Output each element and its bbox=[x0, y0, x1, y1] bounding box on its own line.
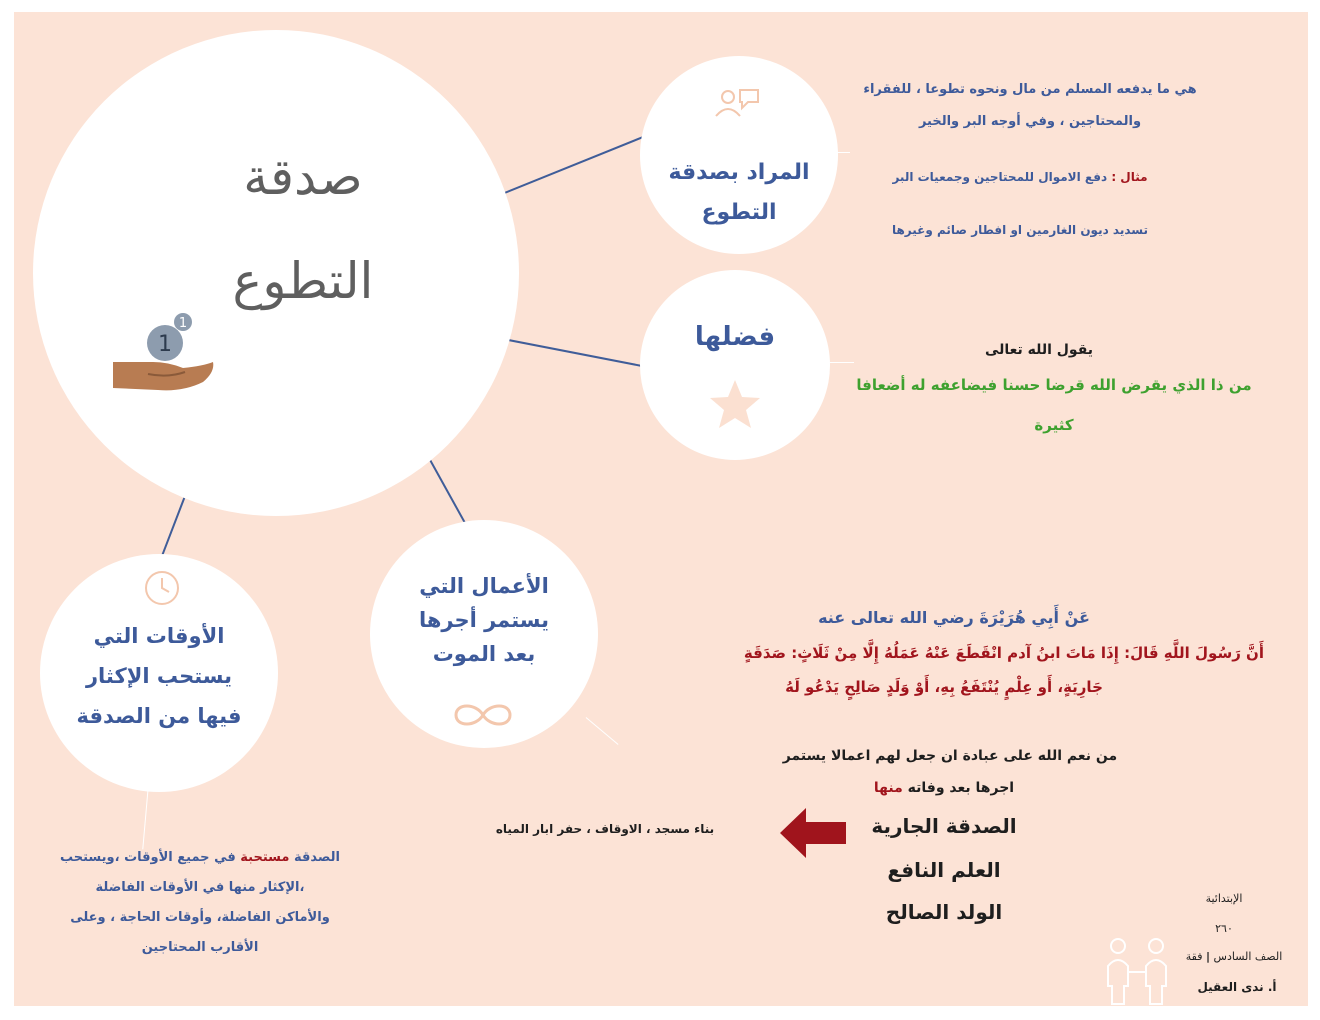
hadith-narrator: عَنْ أَبِي هُرَيْرَةَ رضي الله تعالى عنه bbox=[818, 608, 1090, 627]
times-text-highlight: مستحبة bbox=[240, 850, 290, 865]
deed-examples: بناء مسجد ، الاوقاف ، حفر ابار المياه bbox=[495, 822, 715, 836]
people-icon bbox=[1098, 936, 1178, 1006]
virtue-intro: يقول الله تعالى bbox=[984, 342, 1094, 358]
clock-icon bbox=[142, 568, 182, 608]
star-icon bbox=[708, 378, 762, 430]
main-title-line1: صدقة bbox=[243, 148, 363, 206]
deed-item-1: الصدقة الجارية bbox=[871, 814, 1017, 838]
definition-example bbox=[850, 170, 1190, 184]
times-text-line1 bbox=[30, 850, 370, 865]
blessing-text: اجرها بعد وفاته bbox=[907, 780, 1015, 796]
hadith-line2: جَارِيَةٍ، أَو عِلْمٍ يُنْتَفَعُ بِهِ، أَوْ وَلَدٍ صَالِحٍ يَدْعُو لَهُ bbox=[785, 678, 1103, 696]
blessing-line2 bbox=[834, 780, 1054, 796]
definition-title-line1: المراد بصدقة bbox=[668, 160, 810, 185]
virtue-verse-line2: كثيرة bbox=[1034, 416, 1074, 434]
times-title-line2: يستحب الإكثار bbox=[85, 664, 233, 688]
times-circle bbox=[40, 554, 278, 792]
definition-circle bbox=[640, 56, 838, 254]
connector-virtue bbox=[498, 337, 642, 367]
badge-small-text: 1 bbox=[178, 316, 188, 331]
divider-times bbox=[142, 789, 148, 849]
footer-grade-line bbox=[1178, 950, 1290, 963]
virtue-verse-line1: من ذا الذي يقرض الله قرضا حسنا فيضاعفه له أضعافا bbox=[856, 376, 1252, 394]
footer-code: ٢٦٠ bbox=[1215, 922, 1233, 935]
deed-item-3: الولد الصالح bbox=[885, 900, 1003, 924]
times-text-line3: والأماكن الفاضلة، وأوقات الحاجة ، وعلى bbox=[70, 910, 330, 925]
deeds-title-line2: يستمر أجرها bbox=[418, 608, 550, 632]
infinity-icon bbox=[448, 698, 518, 732]
times-text-part1: الصدقة bbox=[289, 850, 340, 865]
footer-grade: الصف السادس bbox=[1213, 950, 1283, 963]
users-chat-icon bbox=[714, 88, 764, 122]
hand-coins-icon bbox=[93, 292, 213, 402]
main-topic-circle bbox=[33, 30, 519, 516]
example-text: دفع الاموال للمحتاجين وجمعيات البر bbox=[892, 170, 1112, 184]
infographic-page bbox=[14, 12, 1308, 1006]
divider-deeds bbox=[586, 717, 619, 745]
times-text-part2: في جميع الأوقات ،ويستحب bbox=[59, 850, 241, 865]
footer-separator: | bbox=[1205, 950, 1211, 963]
virtue-circle bbox=[640, 270, 830, 460]
times-title-line3: فيها من الصدقة bbox=[76, 704, 242, 728]
badge-large-text: 1 bbox=[158, 332, 172, 357]
deeds-title-line3: بعد الموت bbox=[432, 642, 536, 666]
hadith-line1: أَنَّ رَسُولَ اللَّهِ قَالَ: إِذَا مَاتَ ابنُ آدم انْقَطَعَ عَنْهُ عَمَلُهُ إِلَّا مِنْ ثَلَاثٍ: صَدَقَةٍ bbox=[743, 644, 1264, 662]
definition-text-line2: والمحتاجين ، وفي أوجه البر والخير bbox=[918, 114, 1142, 129]
left-arrow-icon bbox=[780, 808, 850, 858]
virtue-title: فضلها bbox=[694, 322, 776, 352]
deeds-title-line1: الأعمال التي bbox=[419, 574, 549, 598]
deed-item-2: العلم النافع bbox=[887, 858, 1001, 882]
footer-subject: فقة bbox=[1185, 950, 1203, 963]
times-text-line2: ،الإكثار منها في الأوقات الفاضلة bbox=[95, 880, 305, 895]
times-text-line4: الأقارب المحتاجين bbox=[141, 940, 259, 955]
blessing-line1: من نعم الله على عبادة ان جعل لهم اعمالا يستمر bbox=[782, 748, 1118, 764]
footer-stage: الإبتدائية bbox=[1205, 892, 1243, 905]
main-title-line2: التطوع bbox=[232, 252, 374, 310]
footer-teacher: أ. ندى العقيل bbox=[1197, 980, 1277, 994]
example-label: مثال : bbox=[1111, 170, 1148, 184]
definition-text-line1: هي ما يدفعه المسلم من مال ونحوه تطوعا ، للفقراء bbox=[863, 82, 1197, 97]
connector-definition bbox=[502, 133, 651, 195]
continuing-deeds-circle bbox=[370, 520, 598, 748]
times-title-line1: الأوقات التي bbox=[93, 624, 225, 648]
definition-example-line2: تسديد ديون الغارمين او افطار صائم وغيرها bbox=[891, 223, 1149, 237]
definition-title-line2: التطوع bbox=[701, 200, 777, 225]
blessing-highlight: منها bbox=[873, 780, 908, 796]
